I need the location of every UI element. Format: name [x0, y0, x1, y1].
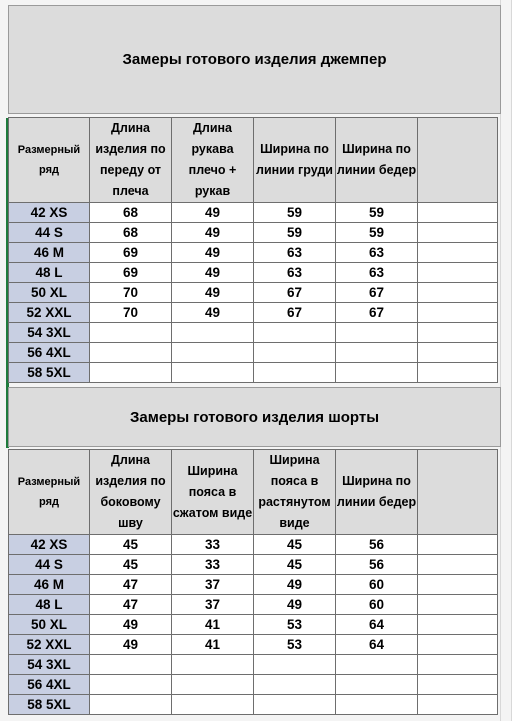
column-header[interactable]: Ширина по линии бедер: [336, 450, 418, 535]
measurement-cell[interactable]: 68: [90, 203, 172, 223]
measurement-cell[interactable]: 41: [172, 635, 254, 655]
size-cell[interactable]: 54 3XL: [9, 323, 90, 343]
measurement-cell[interactable]: [254, 655, 336, 675]
table-row: [9, 655, 498, 675]
measurement-cell[interactable]: [418, 283, 498, 303]
table-row: [9, 695, 498, 715]
measurement-cell[interactable]: 49: [90, 615, 172, 635]
measurement-cell[interactable]: [172, 655, 254, 675]
table-row: [9, 675, 498, 695]
size-cell[interactable]: 52 XXL: [9, 635, 90, 655]
measurement-cell[interactable]: [418, 555, 498, 575]
measurement-cell[interactable]: 69: [90, 243, 172, 263]
measurement-cell[interactable]: [336, 343, 418, 363]
size-cell[interactable]: 44 S: [9, 555, 90, 575]
table-row: [9, 615, 498, 635]
measurement-cell[interactable]: 64: [336, 615, 418, 635]
measurement-cell[interactable]: 41: [172, 615, 254, 635]
table-row: [9, 535, 498, 555]
column-header[interactable]: Ширина по линии бедер: [336, 118, 418, 203]
measurement-cell[interactable]: [172, 695, 254, 715]
measurement-cell[interactable]: 49: [172, 243, 254, 263]
measurement-cell[interactable]: 60: [336, 575, 418, 595]
measurement-cell[interactable]: [90, 363, 172, 383]
table-row: [9, 303, 498, 323]
measurement-cell[interactable]: [336, 323, 418, 343]
jumper-title[interactable]: Замеры готового изделия джемпер: [8, 5, 501, 114]
measurement-cell[interactable]: 59: [254, 203, 336, 223]
measurement-cell[interactable]: 37: [172, 595, 254, 615]
measurement-cell[interactable]: 45: [90, 535, 172, 555]
measurement-cell[interactable]: 49: [172, 303, 254, 323]
size-cell[interactable]: 46 M: [9, 575, 90, 595]
measurement-cell[interactable]: 59: [336, 203, 418, 223]
measurement-cell[interactable]: 45: [90, 555, 172, 575]
measurement-cell[interactable]: [418, 595, 498, 615]
size-cell[interactable]: 50 XL: [9, 615, 90, 635]
measurement-cell[interactable]: 45: [254, 535, 336, 555]
measurement-cell[interactable]: 70: [90, 303, 172, 323]
measurement-cell[interactable]: 60: [336, 595, 418, 615]
measurement-cell[interactable]: [336, 655, 418, 675]
size-cell[interactable]: 46 M: [9, 243, 90, 263]
table-row: [9, 343, 498, 363]
table-row: [9, 203, 498, 223]
measurement-cell[interactable]: [418, 243, 498, 263]
measurement-cell[interactable]: [418, 615, 498, 635]
measurement-cell[interactable]: 47: [90, 595, 172, 615]
table-row: [9, 263, 498, 283]
measurement-cell[interactable]: [418, 343, 498, 363]
measurement-cell[interactable]: [90, 323, 172, 343]
table-row: [9, 575, 498, 595]
measurement-cell[interactable]: 49: [172, 283, 254, 303]
table-row: [9, 243, 498, 263]
measurement-cell[interactable]: [254, 695, 336, 715]
measurement-cell[interactable]: [90, 343, 172, 363]
measurement-cell[interactable]: 37: [172, 575, 254, 595]
measurement-cell[interactable]: [336, 363, 418, 383]
measurement-cell[interactable]: 56: [336, 535, 418, 555]
size-cell[interactable]: 54 3XL: [9, 655, 90, 675]
measurement-cell[interactable]: 68: [90, 223, 172, 243]
measurement-cell[interactable]: 45: [254, 555, 336, 575]
measurement-cell[interactable]: [254, 675, 336, 695]
measurement-cell[interactable]: 63: [336, 243, 418, 263]
column-header[interactable]: [418, 450, 498, 535]
size-cell[interactable]: 58 5XL: [9, 363, 90, 383]
column-header[interactable]: Длина изделия по переду от плеча: [90, 118, 172, 203]
measurement-cell[interactable]: [172, 343, 254, 363]
size-cell[interactable]: 48 L: [9, 595, 90, 615]
column-header[interactable]: Размерный ряд: [9, 450, 90, 535]
shorts-title[interactable]: Замеры готового изделия шорты: [8, 387, 501, 447]
measurement-cell[interactable]: [90, 675, 172, 695]
measurement-cell[interactable]: 69: [90, 263, 172, 283]
measurement-cell[interactable]: [254, 343, 336, 363]
measurement-cell[interactable]: 49: [254, 595, 336, 615]
measurement-cell[interactable]: [418, 695, 498, 715]
size-cell[interactable]: 56 4XL: [9, 675, 90, 695]
size-cell[interactable]: 56 4XL: [9, 343, 90, 363]
measurement-cell[interactable]: [254, 363, 336, 383]
table-row: [9, 323, 498, 343]
column-header[interactable]: Длина изделия по боковому шву: [90, 450, 172, 535]
measurement-cell[interactable]: [172, 363, 254, 383]
measurement-cell[interactable]: 33: [172, 555, 254, 575]
measurement-cell[interactable]: 67: [254, 303, 336, 323]
jumper-header-row: [9, 118, 498, 203]
measurement-cell[interactable]: [418, 303, 498, 323]
table-row: [9, 223, 498, 243]
measurement-cell[interactable]: [418, 263, 498, 283]
measurement-cell[interactable]: 53: [254, 615, 336, 635]
measurement-cell[interactable]: [336, 695, 418, 715]
measurement-cell[interactable]: [90, 655, 172, 675]
measurement-cell[interactable]: 67: [254, 283, 336, 303]
measurement-cell[interactable]: 49: [254, 575, 336, 595]
measurement-cell[interactable]: 59: [336, 223, 418, 243]
measurement-cell[interactable]: 49: [172, 203, 254, 223]
size-cell[interactable]: 42 XS: [9, 535, 90, 555]
measurement-cell[interactable]: 53: [254, 635, 336, 655]
shorts-size-table: [8, 449, 498, 715]
size-cell[interactable]: 58 5XL: [9, 695, 90, 715]
measurement-cell[interactable]: [418, 203, 498, 223]
measurement-cell[interactable]: [90, 695, 172, 715]
column-header[interactable]: Длина рукава плечо + рукав: [172, 118, 254, 203]
measurement-cell[interactable]: 49: [172, 223, 254, 243]
table-row: [9, 635, 498, 655]
size-cell[interactable]: 52 XXL: [9, 303, 90, 323]
measurement-cell[interactable]: [254, 323, 336, 343]
measurement-cell[interactable]: [418, 323, 498, 343]
table-row: [9, 555, 498, 575]
table-row: [9, 363, 498, 383]
measurement-cell[interactable]: 67: [336, 303, 418, 323]
measurement-cell[interactable]: 56: [336, 555, 418, 575]
size-cell[interactable]: 44 S: [9, 223, 90, 243]
measurement-cell[interactable]: [418, 655, 498, 675]
shorts-header-row: [9, 450, 498, 535]
table-row: [9, 283, 498, 303]
measurement-cell[interactable]: 47: [90, 575, 172, 595]
measurement-cell[interactable]: 63: [254, 243, 336, 263]
measurement-cell[interactable]: 64: [336, 635, 418, 655]
measurement-cell[interactable]: 70: [90, 283, 172, 303]
measurement-cell[interactable]: [418, 675, 498, 695]
size-cell[interactable]: 50 XL: [9, 283, 90, 303]
size-cell[interactable]: 42 XS: [9, 203, 90, 223]
measurement-cell[interactable]: 49: [172, 263, 254, 283]
measurement-cell[interactable]: 49: [90, 635, 172, 655]
column-header[interactable]: Ширина пояса в растянутом виде: [254, 450, 336, 535]
measurement-cell[interactable]: [172, 323, 254, 343]
column-header[interactable]: [418, 118, 498, 203]
measurement-cell[interactable]: [418, 635, 498, 655]
measurement-cell[interactable]: [418, 363, 498, 383]
measurement-cell[interactable]: 33: [172, 535, 254, 555]
measurement-cell[interactable]: [172, 675, 254, 695]
table-row: [9, 595, 498, 615]
column-header[interactable]: Ширина по линии груди: [254, 118, 336, 203]
measurement-cell[interactable]: [418, 223, 498, 243]
column-header[interactable]: Ширина пояса в сжатом виде: [172, 450, 254, 535]
measurement-cell[interactable]: 63: [254, 263, 336, 283]
measurement-cell[interactable]: [418, 535, 498, 555]
column-header[interactable]: Размерный ряд: [9, 118, 90, 203]
measurement-cell[interactable]: 67: [336, 283, 418, 303]
size-cell[interactable]: 48 L: [9, 263, 90, 283]
jumper-size-table: [8, 117, 498, 383]
measurement-cell[interactable]: 63: [336, 263, 418, 283]
measurement-cell[interactable]: 59: [254, 223, 336, 243]
measurement-cell[interactable]: [336, 675, 418, 695]
measurement-cell[interactable]: [418, 575, 498, 595]
